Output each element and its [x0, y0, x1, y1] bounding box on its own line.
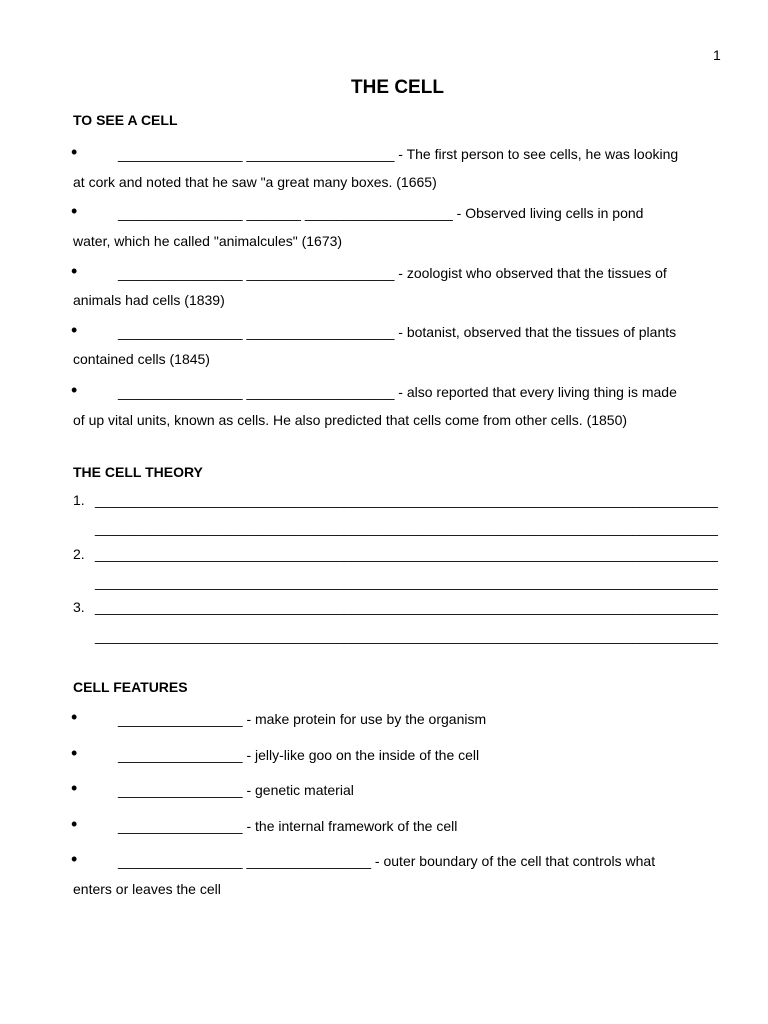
bullet-icon: •: [71, 743, 78, 763]
item-text-line: ________________ - genetic material: [118, 782, 354, 798]
item-text-line: ________________ ________________ - outer boundary of the cell that controls what: [118, 853, 656, 869]
bullet-icon: •: [71, 849, 78, 869]
answer-blank-line: ________________________________________________________________________________: [95, 599, 718, 615]
item-text-line: ________________ ___________________ - botanist, observed that the tissues of plants: [118, 324, 677, 340]
bullet-icon: •: [71, 261, 78, 281]
item-text-line: ________________ - make protein for use by the organism: [118, 711, 487, 727]
section-heading: CELL FEATURES: [73, 679, 188, 695]
bullet-icon: •: [71, 778, 78, 798]
item-number: 3.: [73, 599, 85, 615]
answer-blank-line: ________________________________________________________________________________: [95, 574, 718, 590]
answer-blank-line: ________________________________________________________________________________: [95, 492, 718, 508]
section-heading: THE CELL THEORY: [73, 464, 203, 480]
page-number: 1: [713, 47, 721, 63]
bullet-icon: •: [71, 320, 78, 340]
item-number: 1.: [73, 492, 85, 508]
item-text-line: ________________ - jelly-like goo on the inside of the cell: [118, 747, 480, 763]
item-text-line: ________________ - the internal framework of the cell: [118, 818, 458, 834]
item-text-line: ________________ ___________________ - The first person to see cells, he was looking: [118, 146, 679, 162]
item-text-continuation: water, which he called "animalcules" (1673): [73, 233, 343, 249]
item-text-continuation: at cork and noted that he saw "a great many boxes. (1665): [73, 174, 437, 190]
item-text-continuation: animals had cells (1839): [73, 292, 225, 308]
bullet-icon: •: [71, 201, 78, 221]
section-heading: TO SEE A CELL: [73, 112, 178, 128]
page-title: THE CELL: [351, 77, 444, 98]
answer-blank-line: ________________________________________________________________________________: [95, 520, 718, 536]
item-text-line: ________________ ___________________ - also reported that every living thing is made: [118, 384, 677, 400]
item-text-line: ________________ _______ ___________________ - Observed living cells in pond: [118, 205, 644, 221]
item-text-line: ________________ ___________________ - zoologist who observed that the tissues of: [118, 265, 667, 281]
bullet-icon: •: [71, 380, 78, 400]
item-text-continuation: contained cells (1845): [73, 351, 210, 367]
item-text-continuation: enters or leaves the cell: [73, 881, 221, 897]
answer-blank-line: ________________________________________________________________________________: [95, 628, 718, 644]
bullet-icon: •: [71, 707, 78, 727]
bullet-icon: •: [71, 142, 78, 162]
bullet-icon: •: [71, 814, 78, 834]
item-text-continuation: of up vital units, known as cells. He also predicted that cells come from other cells. (1850): [73, 412, 628, 428]
answer-blank-line: ________________________________________________________________________________: [95, 546, 718, 562]
item-number: 2.: [73, 546, 85, 562]
